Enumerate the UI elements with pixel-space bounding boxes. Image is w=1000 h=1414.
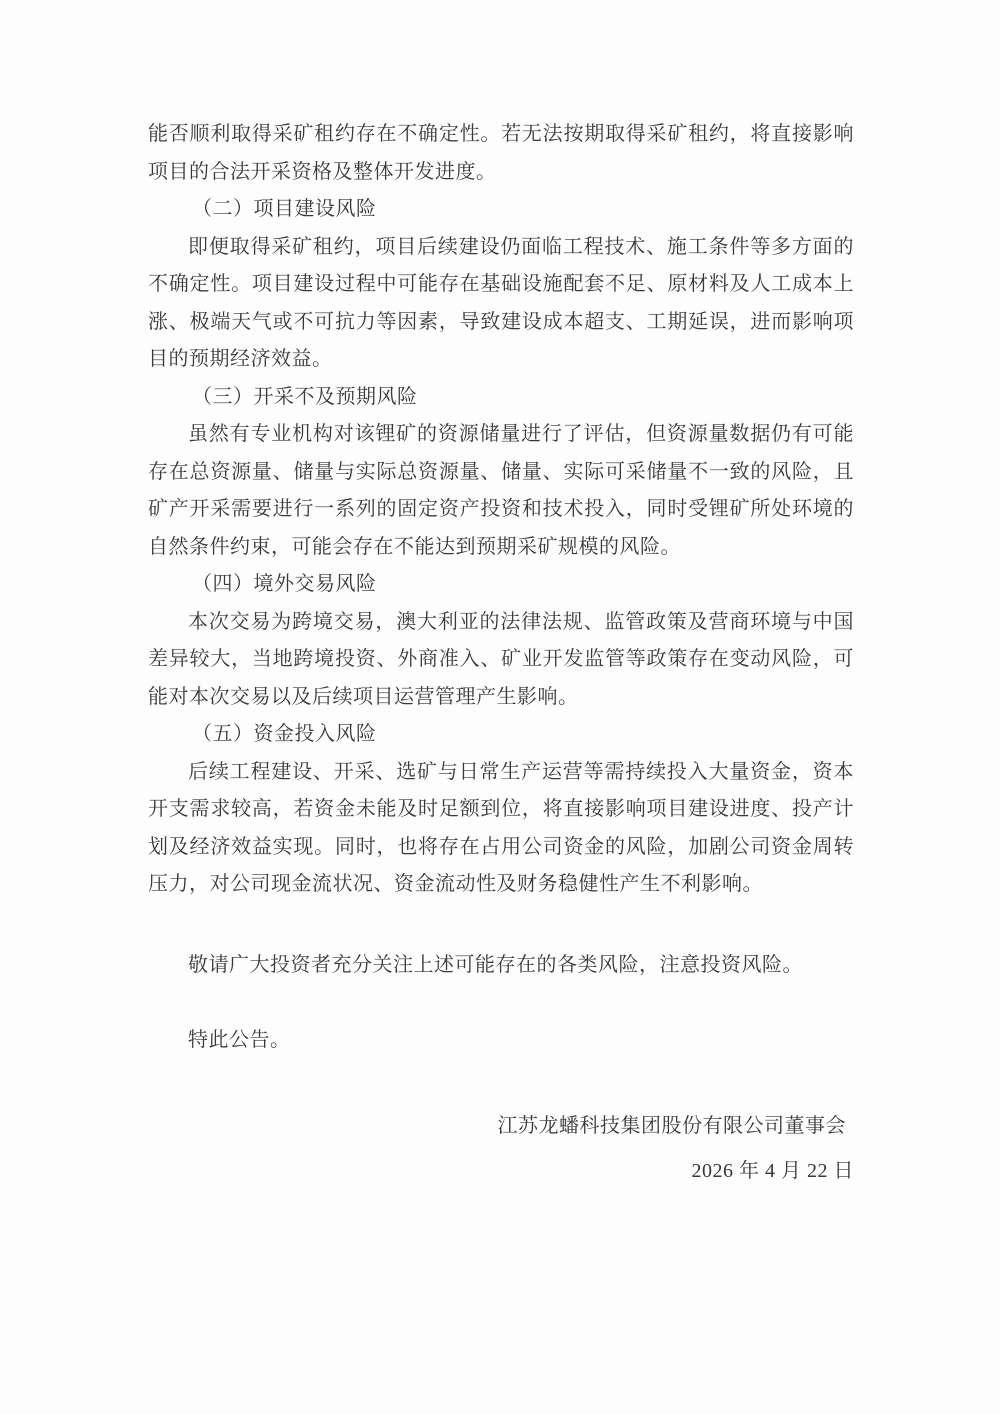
section-heading-overseas-transaction-risk: （四）境外交易风险 bbox=[192, 573, 377, 595]
section-heading-project-construction-risk: （二）项目建设风险 bbox=[192, 198, 377, 220]
section-heading-mining-below-expectation-risk: （三）开采不及预期风险 bbox=[192, 385, 418, 408]
paragraph-overseas-transaction-risk: 本次交易为跨境交易，澳大利亚的法律法规、监管政策及营商环境与中国差异较大，当地跨境投资、外商准入、矿业开发监管等政策存在变动风险，可能对本次交易以及后续项目运营管理产生影响。 bbox=[148, 610, 854, 708]
paragraph-mining-below-expectation-risk: 虽然有专业机构对该锂矿的资源储量进行了评估，但资源量数据仍有可能存在总资源量、储量与实际总资源量、储量、实际可采储量不一致的风险，且矿产开采需要进行一系列的固定资产投资和技术投入，同时受锂矿所处环境的自然条件约束，可能会存在不能达到预期采矿规模的风险。 bbox=[148, 423, 854, 558]
paragraph-capital-investment-risk: 后续工程建设、开采、选矿与日常生产运营等需持续投入大量资金，资本开支需求较高，若资金未能及时足额到位，将直接影响项目建设进度、投产计划及经济效益实现。同时，也将存在占用公司资金的风险，加剧公司资金周转压力，对公司现金流状况、资金流动性及财务稳健性产生不利影响。 bbox=[148, 760, 854, 895]
announcement-date: 2026 年 4 月 22 日 bbox=[691, 1160, 854, 1182]
paragraph-continuation-mining-lease-risk: 能否顺利取得采矿租约存在不确定性。若无法按期取得采矿租约，将直接影响项目的合法开采资格及整体开发进度。 bbox=[148, 123, 854, 183]
announcement-line: 特此公告。 bbox=[188, 1029, 291, 1051]
closing-notice: 敬请广大投资者充分关注上述可能存在的各类风险，注意投资风险。 bbox=[188, 953, 803, 976]
signature-board-of-directors: 江苏龙蟠科技集团股份有限公司董事会 bbox=[497, 1114, 846, 1137]
paragraph-project-construction-risk: 即便取得采矿租约，项目后续建设仍面临工程技术、施工条件等多方面的不确定性。项目建设过程中可能存在基础设施配套不足、原材料及人工成本上涨、极端天气或不可抗力等因素，导致建设成本超支、工期延误，进而影响项目的预期经济效益。 bbox=[148, 235, 854, 370]
section-heading-capital-investment-risk: （五）资金投入风险 bbox=[192, 723, 377, 745]
